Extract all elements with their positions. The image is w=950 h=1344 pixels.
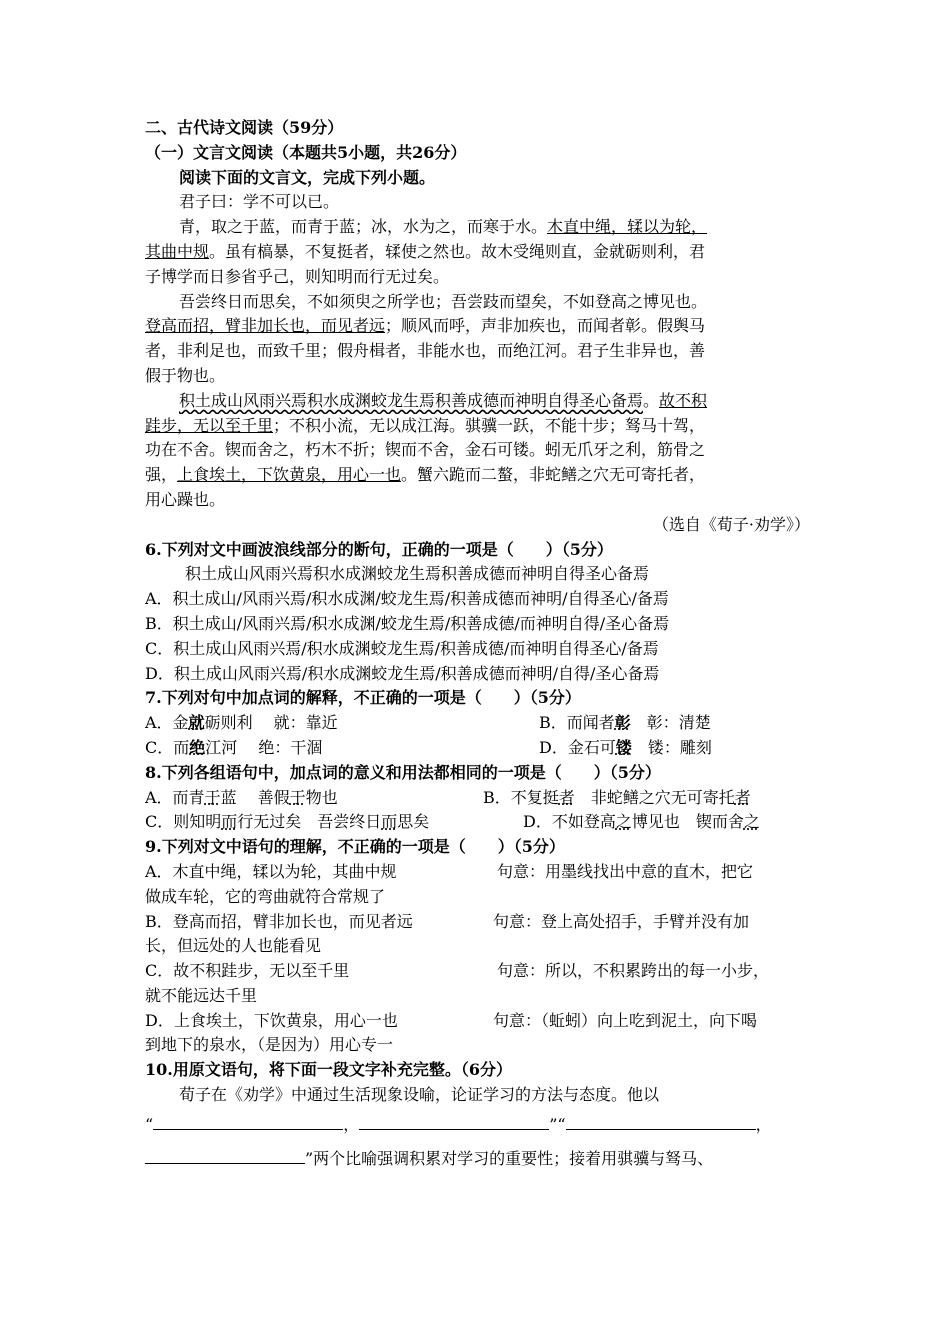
question-7-option-a: A．金就砺则利 就：靠近 [145, 713, 338, 733]
exam-page [145, 116, 810, 1176]
passage-p3-line1: 吾尝终日而思矣，不如须臾之所学也；吾尝跂而望矣，不如登高之博见也。 [179, 291, 708, 311]
question-8-row2 [145, 810, 810, 835]
passage-p3-line4: 假于物也。 [145, 365, 226, 385]
passage-p4-line1: 积土成山风雨兴焉积水成渊蛟龙生焉积善成德而神明自得圣心备焉。故不积 [179, 390, 708, 410]
passage-p3-line2: 登高而招，臂非加长也，而见者远；顺风而呼，声非加疾也，而闻者彰。假舆马 [145, 316, 706, 336]
underlined-sentence: 登高而招，臂非加长也，而见者远 [145, 316, 386, 336]
passage-p3-line3: 者，非利足也，而致千里；假舟楫者，非能水也，而绝江河。君子生非异也，善 [145, 341, 706, 361]
dotted-keyword: 镂 [615, 737, 632, 757]
dotted-keyword: 彰 [614, 713, 631, 733]
answer-blank-1[interactable] [153, 1111, 343, 1130]
question-7-option-b: B．而闻者彰 彰：清楚 [539, 713, 711, 733]
dotted-keyword: 于 [204, 787, 221, 807]
answer-blank-2[interactable] [359, 1111, 549, 1130]
passage-p2-line1: 青，取之于蓝，而青于蓝；冰，水为之，而寒于水。木直中绳，𫐓以为轮， [179, 217, 708, 237]
underlined-sentence: 跬步，无以至千里 [145, 415, 274, 435]
question-9-option-a-line2: 做成车轮，它的弯曲就符合常规了 [145, 886, 386, 906]
instruction: 阅读下面的文言文，完成下列小题。 [179, 167, 436, 187]
question-9-option-c-line1: C．故不积跬步，无以至千里 句意：所以，不积累跨出的每一小步， [145, 961, 770, 981]
question-9-option-d-line1: D．上食埃土，下饮黄泉，用心一也 句意：（蚯蚓）向上吃到泥土，向下喝 [145, 1010, 758, 1030]
question-8-option-a: A．而青于蓝 善假于物也 [145, 787, 338, 807]
question-9-stem: 9.下列对文中语句的理解，不正确的一项是（ ）（5分） [145, 837, 565, 857]
question-9-option-c-line2: 就不能远达千里 [145, 985, 258, 1005]
question-8-option-c: C．则知明而行无过矣 吾尝终日而思矣 [145, 812, 430, 832]
wavy-underlined-text: 积土成山风雨兴焉积水成渊蛟龙生焉积善成德而神明自得圣心备焉 [179, 390, 644, 410]
question-9-option-b-line1: B．登高而招，臂非加长也，而见者远 句意：登上高处招手，手臂并没有加 [145, 911, 750, 931]
passage-p4-line2: 跬步，无以至千里；不积小流，无以成江海。骐骥一跃，不能十步；驽马十驾， [145, 415, 706, 435]
dotted-keyword: 者 [558, 787, 575, 807]
answer-blank-4[interactable] [145, 1145, 305, 1164]
dotted-keyword: 而 [221, 812, 238, 832]
question-6-option-d: D．积土成山风雨兴焉/积水成渊蛟龙生焉/积善成德而神明/自得/圣心备焉 [145, 663, 660, 683]
question-8-stem: 8.下列各组语句中，加点词的意义和用法都相同的一项是（ ）（5分） [145, 762, 661, 782]
question-9-option-b-line2: 长，但远处的人也能看见 [145, 936, 322, 956]
question-7-option-d: D．金石可镂 镂：雕刻 [539, 737, 712, 757]
underlined-sentence: 故不积 [659, 390, 708, 410]
section-heading: 二、古代诗文阅读（59分） [145, 118, 344, 137]
question-9-option-a-line1: A．木直中绳，𫐓以为轮，其曲中规 句意：用墨线找出中意的直木，把它 [145, 861, 754, 881]
underlined-sentence: 木直中绳，𫐓以为轮， [547, 217, 708, 237]
question-7-option-c: C．而绝江河 绝：干涸 [145, 737, 323, 757]
question-6-stem: 6.下列对文中画波浪线部分的断句，正确的一项是（ ）（5分） [145, 539, 613, 559]
question-8-option-b: B．不复挺者 非蛇鳝之穴无可寄托者 [483, 787, 751, 807]
question-6-text: 积土成山风雨兴焉积水成渊蛟龙生焉积善成德而神明自得圣心备焉 [185, 564, 650, 584]
question-8-row1 [145, 786, 810, 811]
question-8-option-d: D．不如登高之博见也 锲而舍之 [523, 812, 760, 832]
dotted-keyword: 绝 [189, 737, 206, 757]
subsection-heading: （一）文言文阅读（本题共5小题，共26分） [145, 142, 467, 162]
question-7-row2 [145, 736, 810, 761]
passage-p4-line3: 功在不舍。锲而舍之，朽木不折；锲而不舍，金石可镂。蚓无爪牙之利，筋骨之 [145, 440, 706, 460]
dotted-keyword: 就 [188, 713, 205, 733]
question-6-option-b: B．积土成山/风雨兴焉/积水成渊/蛟龙生焉/积善成德/而神明自得/圣心备焉 [145, 613, 670, 633]
dotted-keyword: 于 [289, 787, 306, 807]
dotted-keyword: 而 [381, 812, 398, 832]
dotted-keyword: 之 [743, 812, 760, 832]
passage-source: （选自《荀子·劝学》） [652, 514, 810, 534]
passage-p4-line4: 强，上食埃土，下饮黄泉，用心一也。蟹六跪而二螯，非蛇鳝之穴无可寄托者， [145, 465, 706, 485]
question-6-option-a: A．积土成山/风雨兴焉/积水成渊/蛟龙生焉/积善成德而神明/自得圣心/备焉 [145, 589, 669, 609]
dotted-keyword: 者 [734, 787, 751, 807]
passage-p4-line5: 用心躁也。 [145, 489, 226, 509]
passage-p1: 君子曰：学不可以已。 [179, 192, 340, 212]
underlined-sentence: 其曲中规 [145, 241, 210, 261]
question-10-blanks-row2: ”两个比喻强调积累对学习的重要性；接着用骐骥与驽马、 [145, 1142, 810, 1176]
question-10-stem: 10.用原文语句，将下面一段文字补充完整。（6分） [145, 1060, 512, 1080]
question-9-option-d-line2: 到地下的泉水，（是因为）用心专一 [145, 1035, 394, 1055]
question-7-row1 [145, 711, 810, 736]
question-10-blanks-row1: “ ， ”“ ， [145, 1108, 810, 1142]
passage-p2-line3: 子博学而日参省乎己，则知明而行无过矣。 [145, 266, 450, 286]
answer-blank-3[interactable] [566, 1111, 756, 1130]
underlined-sentence: 上食埃土，下饮黄泉，用心一也 [177, 465, 402, 485]
question-7-stem: 7.下列对句中加点词的解释，不正确的一项是（ ）（5分） [145, 688, 581, 708]
dotted-keyword: 之 [615, 812, 632, 832]
question-6-option-c: C．积土成山风雨兴焉/积水成渊蛟龙生焉/积善成德/而神明自得圣心/备焉 [145, 638, 659, 658]
question-10-intro: 荀子在《劝学》中通过生活现象设喻，论证学习的方法与态度。他以 [179, 1085, 660, 1105]
passage-p2-line2: 其曲中规。虽有槁暴，不复挺者，𫐓使之然也。故木受绳则直，金就砺则利，君 [145, 241, 706, 261]
